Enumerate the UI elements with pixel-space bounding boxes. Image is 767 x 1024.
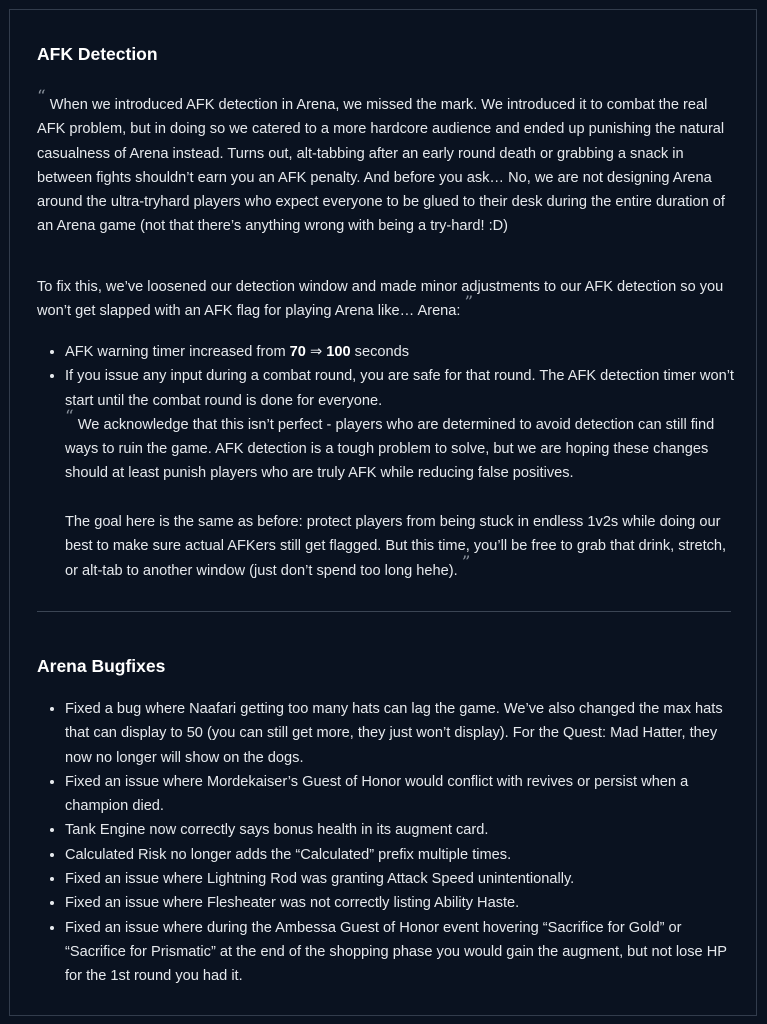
arena-bugfixes-list (37, 697, 737, 989)
list-item: • Fixed an issue where Mordekaiser’s Guest of Honor would conflict with revives or persist when a champion died. (65, 770, 737, 819)
list-item: • Tank Engine now correctly says bonus health in its augment card. (65, 818, 737, 842)
list-item: • Fixed a bug where Naafari getting too many hats can lag the game. We’ve also changed the max hats that can display to 50 (you can still get more, they just won’t display). For the Quest: Mad Hatter, they now no longer will show on the dogs. (65, 697, 737, 770)
afk-nested-quote-2: The goal here is the same as before: protect players from being stuck in endless 1v2s while doing our best to make sure actual AFKers still get flagged. But this time, you’ll be free to grab that drink, stretch, or alt-tab to another window (just don’t spend too long hehe). ” (65, 514, 727, 579)
list-item: • Fixed an issue where Lightning Rod was granting Attack Speed unintentionally. (65, 867, 737, 891)
list-item: • Fixed an issue where during the Ambessa Guest of Honor event hovering “Sacrifice for Gold” or “Sacrifice for Prismatic” at the end of the shopping phase you would gain the augment, but not lose HP for the 1st round you had it. (65, 916, 737, 989)
open-quote-mark: “ (65, 406, 74, 427)
section-title-arena-bugfixes: Arena Bugfixes (37, 656, 166, 676)
section-title-afk-detection: AFK Detection (37, 44, 158, 64)
section-divider (37, 611, 731, 612)
close-quote-mark: ” (461, 552, 471, 573)
afk-quote-paragraph-1: “ When we introduced AFK detection in Arena, we missed the mark. We introduced it to combat the real AFK problem, but in doing so we catered to a more hardcore audience and ended up punishing the natural casualness of Arena instead. Turns out, alt-tabbing after an early round death or grabbing a snack in between fights shouldn’t earn you an AFK penalty. And before you ask… No, we are not designing Arena around the ultra-tryhard players who expect everyone to be glued to their desk during the entire duration of an Arena game (not that there’s anything wrong with being a try-hard! :D) (37, 87, 725, 235)
list-item: • If you issue any input during a combat round, you are safe for that round. The AFK detection timer won’t start until the combat round is done for everyone. “ We acknowledge that this isn’t perfect - players who are determined to avoid detection can still find ways to ruin the game. AFK detection is a tough problem to solve, but we are hoping these changes should at least punish players who are truly AFK while reducing false positives. The goal here is the same as before: protect players from being stuck in endless 1v2s while doing our best to make sure actual AFKers still get flagged. But this time, you’ll be free to grab that drink, stretch, or alt-tab to another window (just don’t spend too long hehe). ” (65, 364, 737, 583)
afk-changes-list (37, 340, 737, 583)
list-item: • Calculated Risk no longer adds the “Calculated” prefix multiple times. (65, 843, 737, 867)
patch-notes-panel (9, 9, 757, 1016)
afk-quote-paragraph-2: To fix this, we’ve loosened our detection window and made minor adjustments to our AFK detection so you won’t get slapped with an AFK flag for playing Arena like… Arena: ” (37, 279, 724, 320)
open-quote-mark: “ (37, 87, 46, 107)
close-quote-mark: ” (464, 293, 474, 314)
afk-nested-quote-1: “ We acknowledge that this isn’t perfect - players who are determined to avoid detection can still find ways to ruin the game. AFK detection is a tough problem to solve, but we are hoping these changes should at least punish players who are truly AFK while reducing false positives. (65, 406, 715, 482)
list-item: • Fixed an issue where Flesheater was not correctly listing Ability Haste. (65, 891, 737, 915)
list-item: • AFK warning timer increased from 70 ⇒ 100 seconds (65, 340, 737, 364)
